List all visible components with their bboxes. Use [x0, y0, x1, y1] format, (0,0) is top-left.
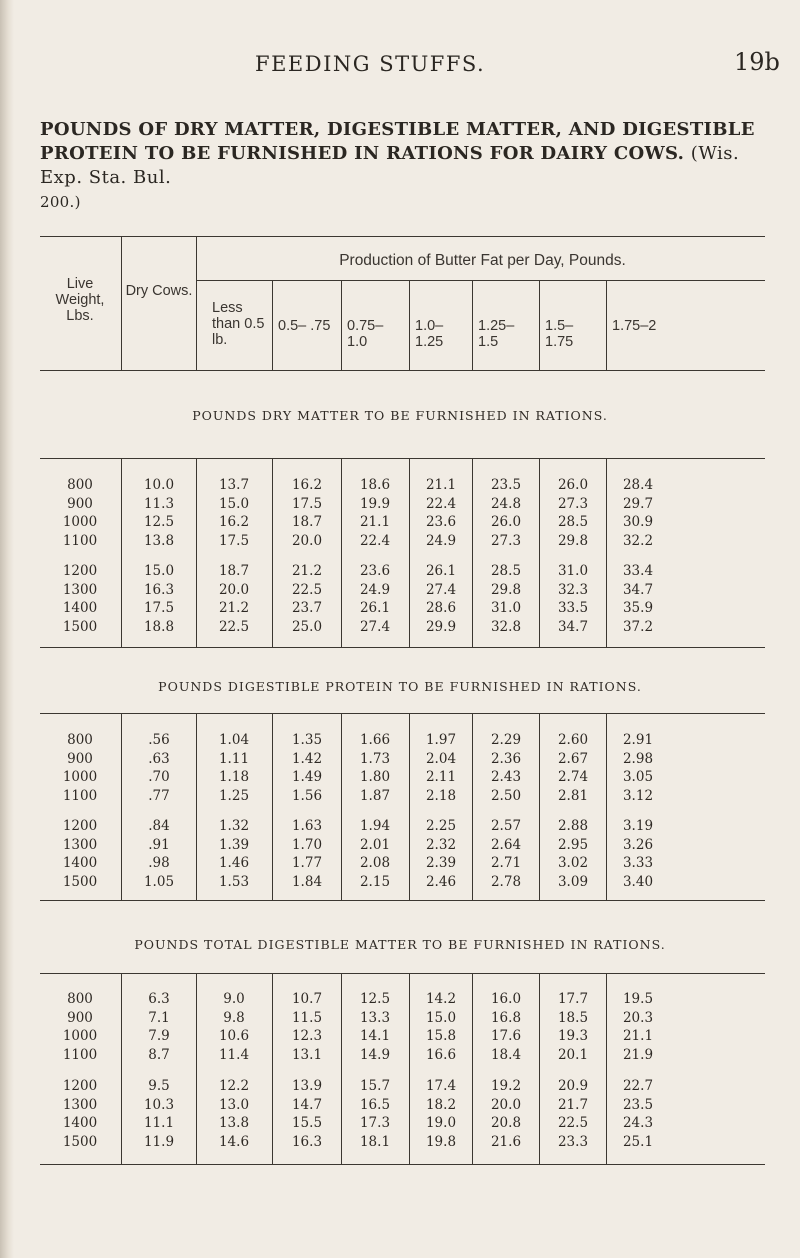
table-cell: 18.7	[218, 563, 250, 579]
header-divider-7	[539, 280, 540, 370]
page-number: 19b	[734, 48, 780, 76]
column-divider	[272, 713, 273, 900]
citation-number: 200.)	[40, 193, 81, 211]
header-divider-5	[409, 280, 410, 370]
table-cell: 8.7	[148, 1046, 170, 1063]
row-weight-cell: 1500	[62, 873, 98, 890]
section-2-bottom-rule	[40, 900, 765, 901]
table-cell: 2.29	[490, 732, 522, 748]
table-cell: 17.4	[425, 1078, 457, 1094]
column-divider	[472, 713, 473, 900]
table-cell: 2.36	[490, 750, 522, 767]
table-cell: 1.77	[291, 855, 323, 871]
table-cell: 10.0	[143, 477, 175, 493]
table-cell: 12.2	[218, 1078, 250, 1094]
table-cell: 2.71	[490, 855, 522, 871]
table-cell: 17.5	[218, 532, 250, 549]
table-cell: 16.3	[143, 581, 175, 598]
table-cell: 2.64	[490, 836, 522, 853]
table-cell: 32.8	[490, 618, 522, 635]
table-cell: 11.1	[143, 1115, 175, 1131]
table-cell: 34.7	[557, 618, 589, 635]
table-cell: .84	[148, 818, 170, 834]
table-cell: 14.1	[359, 1028, 391, 1044]
column-divider	[606, 973, 607, 1164]
row-weight-cell: 900	[67, 495, 93, 512]
table-cell: .70	[148, 769, 170, 785]
table-cell: .77	[148, 787, 170, 804]
table-cell: 1.42	[291, 750, 323, 767]
row-weight-cell: 900	[67, 750, 93, 767]
table-cell: 13.8	[218, 1115, 250, 1131]
table-cell: 9.5	[148, 1078, 170, 1094]
row-weight-cell: 1000	[62, 514, 98, 530]
table-cell: 2.74	[557, 769, 589, 785]
table-cell: 21.2	[291, 563, 323, 579]
column-divider	[196, 458, 197, 647]
table-cell: 26.1	[359, 600, 391, 616]
table-cell: 22.7	[622, 1078, 654, 1094]
table-cell: 2.78	[490, 873, 522, 890]
table-cell: 1.80	[359, 769, 391, 785]
table-cell: 13.8	[143, 532, 175, 549]
table-cell: 24.9	[425, 532, 457, 549]
table-cell: 7.9	[148, 1028, 170, 1044]
row-weight-cell: 1200	[62, 1078, 98, 1094]
row-weight-cell: 1100	[62, 1046, 98, 1063]
table-cell: 16.5	[359, 1096, 391, 1113]
table-cell: 13.1	[291, 1046, 323, 1063]
table-cell: 11.5	[291, 1009, 323, 1026]
column-divider	[341, 973, 342, 1164]
table-cell: 11.4	[218, 1046, 250, 1063]
table-cell: 18.1	[359, 1133, 391, 1150]
table-cell: 13.3	[359, 1009, 391, 1026]
table-cell: 2.81	[557, 787, 589, 804]
table-cell: 32.2	[622, 532, 654, 549]
section-title-digestible-protein: POUNDS DIGESTIBLE PROTEIN TO BE FURNISHED IN RATIONS.	[158, 679, 642, 694]
header-top-rule	[40, 236, 765, 237]
column-divider	[272, 973, 273, 1164]
table-cell: .98	[148, 855, 170, 871]
row-weight-cell: 1100	[62, 787, 98, 804]
table-cell: 20.8	[490, 1115, 522, 1131]
table-cell: 2.25	[425, 818, 457, 834]
table-cell: 25.1	[622, 1133, 654, 1150]
table-title	[40, 118, 760, 214]
header-dry-cows: Dry Cows.	[125, 283, 193, 299]
table-cell: 17.3	[359, 1115, 391, 1131]
table-cell: 16.2	[291, 477, 323, 493]
table-cell: 10.6	[218, 1028, 250, 1044]
table-cell: 29.8	[490, 581, 522, 598]
table-cell: 23.3	[557, 1133, 589, 1150]
table-cell: 20.9	[557, 1078, 589, 1094]
table-cell: 17.5	[291, 495, 323, 512]
row-weight-cell: 1400	[62, 855, 98, 871]
table-cell: 16.2	[218, 514, 250, 530]
table-cell: 18.7	[291, 514, 323, 530]
row-weight-cell: 1400	[62, 1115, 98, 1131]
header-production: Production of Butter Fat per Day, Pounds.	[339, 252, 626, 269]
table-cell: 3.33	[622, 855, 654, 871]
table-cell: 2.46	[425, 873, 457, 890]
table-cell: 1.39	[218, 836, 250, 853]
row-weight-cell: 1500	[62, 1133, 98, 1150]
table-cell: 3.12	[622, 787, 654, 804]
table-cell: 13.0	[218, 1096, 250, 1113]
table-cell: 27.3	[557, 495, 589, 512]
row-weight-cell: 900	[67, 1009, 93, 1026]
table-cell: 1.11	[218, 750, 250, 767]
section-3-bottom-rule	[40, 1164, 765, 1165]
column-divider	[121, 973, 122, 1164]
table-cell: 16.8	[490, 1009, 522, 1026]
table-cell: 1.25	[218, 787, 250, 804]
table-cell: 21.1	[425, 477, 457, 493]
header-divider-6	[472, 280, 473, 370]
table-cell: 1.63	[291, 818, 323, 834]
table-cell: 9.0	[223, 991, 245, 1007]
table-cell: 10.3	[143, 1096, 175, 1113]
table-cell: 1.70	[291, 836, 323, 853]
header-range: 0.5– .75	[278, 318, 331, 334]
table-cell: 22.5	[291, 581, 323, 598]
table-cell: .56	[148, 732, 170, 748]
table-cell: 15.0	[143, 563, 175, 579]
table-cell: 29.7	[622, 495, 654, 512]
column-divider	[606, 713, 607, 900]
table-cell: 1.94	[359, 818, 391, 834]
table-cell: 14.7	[291, 1096, 323, 1113]
table-cell: 26.1	[425, 563, 457, 579]
column-divider	[539, 713, 540, 900]
table-cell: 26.0	[490, 514, 522, 530]
table-cell: 15.5	[291, 1115, 323, 1131]
table-cell: 31.0	[490, 600, 522, 616]
table-cell: 21.2	[218, 600, 250, 616]
table-cell: 1.53	[218, 873, 250, 890]
table-cell: 3.19	[622, 818, 654, 834]
table-cell: 20.0	[490, 1096, 522, 1113]
table-cell: 2.15	[359, 873, 391, 890]
row-weight-cell: 1000	[62, 769, 98, 785]
header-divider-3	[272, 280, 273, 370]
table-cell: 21.7	[557, 1096, 589, 1113]
table-cell: 1.49	[291, 769, 323, 785]
section-1-bottom-rule	[40, 647, 765, 648]
table-cell: 16.0	[490, 991, 522, 1007]
table-cell: 35.9	[622, 600, 654, 616]
table-cell: 1.35	[291, 732, 323, 748]
column-divider	[472, 973, 473, 1164]
table-cell: 19.9	[359, 495, 391, 512]
table-cell: 12.3	[291, 1028, 323, 1044]
table-cell: 17.5	[143, 600, 175, 616]
table-cell: 16.3	[291, 1133, 323, 1150]
table-cell: 23.5	[490, 477, 522, 493]
table-cell: 22.4	[359, 532, 391, 549]
table-cell: 2.32	[425, 836, 457, 853]
table-title-text: POUNDS OF DRY MATTER, DIGESTIBLE MATTER, AND DIGESTIBLE PROTEIN TO BE FURNISHED IN RATIONS FOR DAIRY COWS.	[40, 119, 755, 164]
table-cell: 34.7	[622, 581, 654, 598]
table-cell: 19.8	[425, 1133, 457, 1150]
table-cell: 2.39	[425, 855, 457, 871]
table-cell: 15.0	[425, 1009, 457, 1026]
table-cell: 25.0	[291, 618, 323, 635]
table-cell: 28.6	[425, 600, 457, 616]
table-cell: 21.9	[622, 1046, 654, 1063]
table-cell: 33.4	[622, 563, 654, 579]
table-cell: 30.9	[622, 514, 654, 530]
table-cell: 19.3	[557, 1028, 589, 1044]
row-weight-cell: 1200	[62, 563, 98, 579]
table-cell: 1.73	[359, 750, 391, 767]
table-cell: 2.98	[622, 750, 654, 767]
table-cell: 15.8	[425, 1028, 457, 1044]
table-cell: 9.8	[223, 1009, 245, 1026]
citation: (Wis. Exp. Sta. Bul.	[40, 143, 740, 188]
running-head-title: FEEDING STUFFS.	[255, 52, 486, 76]
header-live-weight: Live Weight, Lbs.	[55, 276, 105, 324]
table-cell: 10.7	[291, 991, 323, 1007]
table-cell: 2.57	[490, 818, 522, 834]
section-1-top-rule	[40, 458, 765, 459]
table-cell: 11.9	[143, 1133, 175, 1150]
table-cell: 15.7	[359, 1078, 391, 1094]
table-cell: 18.5	[557, 1009, 589, 1026]
table-cell: 27.4	[425, 581, 457, 598]
table-cell: 27.3	[490, 532, 522, 549]
column-divider	[606, 458, 607, 647]
running-head	[0, 48, 800, 82]
column-divider	[341, 458, 342, 647]
table-cell: 28.5	[557, 514, 589, 530]
header-divider-8	[606, 280, 607, 370]
column-divider	[196, 973, 197, 1164]
table-cell: 22.5	[557, 1115, 589, 1131]
row-weight-cell: 1300	[62, 836, 98, 853]
table-cell: 2.11	[425, 769, 457, 785]
table-cell: 32.3	[557, 581, 589, 598]
header-range: 1.0– 1.25	[415, 318, 444, 350]
header-range: 1.5– 1.75	[545, 318, 574, 350]
header-range: 0.75– 1.0	[347, 318, 384, 350]
table-cell: 1.32	[218, 818, 250, 834]
section-title-dry-matter: POUNDS DRY MATTER TO BE FURNISHED IN RATIONS.	[192, 408, 608, 423]
column-divider	[341, 713, 342, 900]
table-cell: 6.3	[148, 991, 170, 1007]
column-divider	[272, 458, 273, 647]
table-cell: 26.0	[557, 477, 589, 493]
table-cell: 21.1	[359, 514, 391, 530]
header-range: 1.75–2	[612, 318, 657, 334]
row-weight-cell: 800	[67, 991, 93, 1007]
table-cell: 13.9	[291, 1078, 323, 1094]
table-cell: 2.04	[425, 750, 457, 767]
table-cell: 3.02	[557, 855, 589, 871]
table-cell: 2.60	[557, 732, 589, 748]
table-cell: 11.3	[143, 495, 175, 512]
header-divider-4	[341, 280, 342, 370]
table-cell: 2.67	[557, 750, 589, 767]
column-divider	[121, 713, 122, 900]
table-cell: 17.7	[557, 991, 589, 1007]
table-cell: 22.4	[425, 495, 457, 512]
column-divider	[472, 458, 473, 647]
column-divider	[196, 713, 197, 900]
table-cell: 1.18	[218, 769, 250, 785]
table-cell: 22.5	[218, 618, 250, 635]
table-cell: 27.4	[359, 618, 391, 635]
column-divider	[539, 458, 540, 647]
table-cell: 2.50	[490, 787, 522, 804]
table-cell: 33.5	[557, 600, 589, 616]
table-cell: 23.6	[359, 563, 391, 579]
table-cell: 12.5	[143, 514, 175, 530]
table-cell: 12.5	[359, 991, 391, 1007]
table-cell: 14.6	[218, 1133, 250, 1150]
table-cell: .63	[148, 750, 170, 767]
table-cell: 18.2	[425, 1096, 457, 1113]
row-weight-cell: 1300	[62, 1096, 98, 1113]
table-cell: .91	[148, 836, 170, 853]
table-cell: 1.87	[359, 787, 391, 804]
table-cell: 1.84	[291, 873, 323, 890]
table-cell: 23.7	[291, 600, 323, 616]
table-cell: 18.8	[143, 618, 175, 635]
table-cell: 24.9	[359, 581, 391, 598]
row-weight-cell: 1500	[62, 618, 98, 635]
table-cell: 2.18	[425, 787, 457, 804]
table-cell: 1.05	[143, 873, 175, 890]
header-range: 1.25– 1.5	[478, 318, 515, 350]
row-weight-cell: 1400	[62, 600, 98, 616]
section-3-top-rule	[40, 973, 765, 974]
table-cell: 1.46	[218, 855, 250, 871]
table-cell: 7.1	[148, 1009, 170, 1026]
header-divider-1	[121, 236, 122, 370]
table-cell: 28.5	[490, 563, 522, 579]
table-cell: 2.95	[557, 836, 589, 853]
table-cell: 19.5	[622, 991, 654, 1007]
table-cell: 19.0	[425, 1115, 457, 1131]
table-cell: 20.0	[291, 532, 323, 549]
header-sub-rule	[196, 280, 765, 281]
table-cell: 3.05	[622, 769, 654, 785]
table-cell: 3.26	[622, 836, 654, 853]
table-cell: 21.6	[490, 1133, 522, 1150]
table-cell: 23.5	[622, 1096, 654, 1113]
header-bottom-rule	[40, 370, 765, 371]
table-cell: 29.8	[557, 532, 589, 549]
table-cell: 24.3	[622, 1115, 654, 1131]
table-cell: 2.01	[359, 836, 391, 853]
table-cell: 19.2	[490, 1078, 522, 1094]
table-cell: 2.08	[359, 855, 391, 871]
table-cell: 28.4	[622, 477, 654, 493]
header-divider-2	[196, 236, 197, 370]
table-cell: 15.0	[218, 495, 250, 512]
table-cell: 20.1	[557, 1046, 589, 1063]
row-weight-cell: 1300	[62, 581, 98, 598]
table-cell: 3.09	[557, 873, 589, 890]
table-cell: 37.2	[622, 618, 654, 635]
table-cell: 16.6	[425, 1046, 457, 1063]
table-cell: 21.1	[622, 1028, 654, 1044]
column-divider	[409, 458, 410, 647]
table-cell: 23.6	[425, 514, 457, 530]
column-divider	[409, 973, 410, 1164]
page-binding-edge	[0, 0, 14, 1258]
table-cell: 2.88	[557, 818, 589, 834]
table-cell: 1.56	[291, 787, 323, 804]
row-weight-cell: 800	[67, 477, 93, 493]
table-cell: 13.7	[218, 477, 250, 493]
table-cell: 1.66	[359, 732, 391, 748]
column-divider	[409, 713, 410, 900]
table-cell: 18.6	[359, 477, 391, 493]
table-cell: 24.8	[490, 495, 522, 512]
table-cell: 31.0	[557, 563, 589, 579]
section-title-total-digestible-matter: POUNDS TOTAL DIGESTIBLE MATTER TO BE FURNISHED IN RATIONS.	[134, 937, 666, 952]
section-2-top-rule	[40, 713, 765, 714]
table-cell: 1.97	[425, 732, 457, 748]
row-weight-cell: 1000	[62, 1028, 98, 1044]
column-divider	[539, 973, 540, 1164]
table-cell: 1.04	[218, 732, 250, 748]
table-cell: 3.40	[622, 873, 654, 890]
table-cell: 14.9	[359, 1046, 391, 1063]
row-weight-cell: 1100	[62, 532, 98, 549]
table-cell: 2.91	[622, 732, 654, 748]
table-cell: 17.6	[490, 1028, 522, 1044]
table-cell: 2.43	[490, 769, 522, 785]
header-range: Less than 0.5 lb.	[212, 300, 265, 348]
table-cell: 29.9	[425, 618, 457, 635]
table-cell: 20.0	[218, 581, 250, 598]
row-weight-cell: 800	[67, 732, 93, 748]
table-cell: 14.2	[425, 991, 457, 1007]
row-weight-cell: 1200	[62, 818, 98, 834]
table-cell: 18.4	[490, 1046, 522, 1063]
table-cell: 20.3	[622, 1009, 654, 1026]
column-divider	[121, 458, 122, 647]
